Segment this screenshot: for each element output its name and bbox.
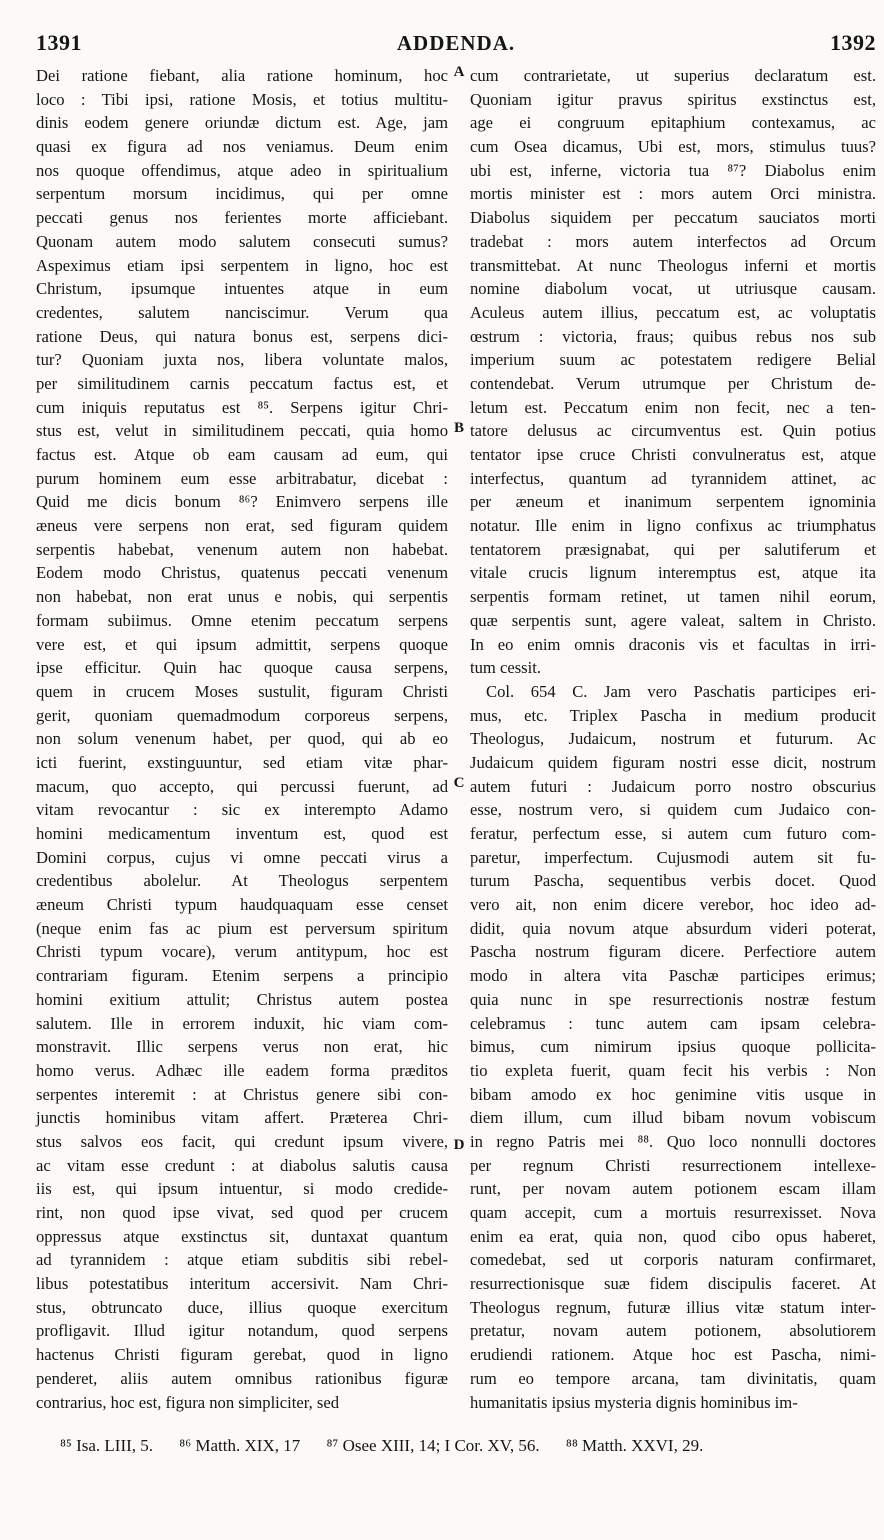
left-column-line: contrariam figuram. Etenim serpens a principio — [36, 966, 448, 986]
right-column-line: mus, etc. Triplex Pascha in medium producit — [470, 705, 876, 725]
left-column-line: quem in crucem Moses sustulit, figuram Christi — [36, 681, 448, 701]
left-column-line: formam subiimus. Omne etenim peccatum serpens — [36, 610, 448, 630]
left-column-line: contrarius, hoc est, figura non simpliciter, sed — [36, 1392, 340, 1412]
left-column-line: Domini corpus, cujus vi omne peccati virus a — [36, 847, 448, 867]
right-column-line: mortis minister est : mors autem Orci ministra. — [470, 184, 876, 204]
right-column-line: per regnum Christi resurrectionem intellexe- — [470, 1155, 876, 1175]
left-column-line: loco : Tibi ipsi, ratione Mosis, et totius multitu- — [36, 89, 448, 109]
right-column-line: quia nunc in spe resurrectionis nostræ festum — [470, 989, 876, 1009]
right-column-line: Theologus regnum, futuræ illius vitæ statum inter- — [470, 1297, 876, 1317]
footnote-87: ⁸⁷ Osee XIII, 14; I Cor. XV, 56. — [326, 1436, 540, 1455]
left-column-line: dinis eodem genere oriundæ dictum est. Age, jam — [36, 113, 448, 133]
right-column-line: notatur. Ille enim in ligno confixus ac triumphatus — [470, 516, 876, 536]
left-column-line: vitam revocantur : sic ex interempto Adamo — [36, 800, 448, 820]
right-column-line: In eo enim omnis draconis vis et facultas in irri- — [470, 634, 876, 654]
right-column-line: resurrectionisque suæ fidem discipulis faceret. At — [470, 1274, 876, 1294]
right-column-line: bibam amodo ex hoc genimine vitis usque in — [470, 1084, 876, 1104]
left-column-line: vere est, et qui ipsum admittit, serpens quoque — [36, 634, 448, 654]
left-column-line: iis est, qui ipsum intuentur, si modo credide- — [36, 1179, 448, 1199]
right-column-line: ubi est, inferne, victoria tua ⁸⁷? Diabolus enim — [470, 160, 876, 180]
left-column-line: per similitudinem carnis peccatum factus est, et — [36, 373, 448, 393]
footnote-88: ⁸⁸ Matth. XXVI, 29. — [565, 1436, 704, 1455]
left-column-line: credentibus abolelur. At Theologus serpentem — [36, 871, 448, 891]
right-column-line: Quoniam igitur pravus spiritus exstinctus est, — [470, 89, 876, 109]
left-column-line: cum iniquis reputatus est ⁸⁵. Serpens igitur Chri- — [36, 397, 448, 417]
left-column-line: libus potestatibus interitum accersivit. Nam Chri- — [36, 1274, 448, 1294]
right-column-line: imperium suum ac potestatem redigere Belial — [470, 350, 876, 370]
left-column-line: Aspeximus etiam ipsi serpentem in ligno, hoc est — [36, 255, 448, 275]
right-column-line: tio expleta fuerit, quam fecit his verbis : Non — [470, 1060, 876, 1080]
left-column-line: Eodem modo Christus, quatenus peccati venenum — [36, 563, 448, 583]
right-column-line: vero ait, non enim dicere verebor, hoc ideo ad- — [470, 895, 876, 915]
left-column-line: serpentes interemit : at Christus genere sibi con- — [36, 1084, 448, 1104]
right-column-line: interfectus, quantum ad tyrannidem attinet, ac — [470, 468, 876, 488]
right-column-line: diem illum, cum illud bibam novum vobiscum — [470, 1108, 876, 1128]
right-column-line: cum contrarietate, ut superius declaratum est. — [470, 66, 876, 85]
left-column-line: Quid me dicis bonum ⁸⁶? Enimvero serpens ille — [36, 492, 448, 512]
right-column-line: cum Osea dicamus, Ubi est, mors, stimulus tuus? — [470, 137, 876, 157]
margin-marker-c: C — [453, 775, 465, 791]
left-column-line: Christi typum vocare), verum antitypum, hoc est — [36, 942, 448, 962]
page-number-left: 1391 — [36, 30, 82, 55]
running-title: ADDENDA. — [396, 31, 516, 55]
right-column-line: transmittebat. At nunc Theologus inferni et mortis — [470, 255, 876, 275]
right-column-line: nomine diabolum vocat, ut utriusque causam. — [470, 279, 876, 299]
right-column-line: tentatorem præsignabat, qui per salutiferum et — [470, 539, 876, 559]
right-column-line: esse, nostrum vero, si quidem cum Judaico con- — [470, 800, 876, 820]
left-column-line: non solum venenum habet, per quod, qui ab eo — [36, 729, 448, 749]
left-column-line: æneum Christi typum haudquaquam esse censet — [36, 895, 448, 915]
right-column-line: contendebat. Verum utrumque per Christum de- — [470, 373, 876, 393]
margin-marker-a: A — [453, 64, 465, 80]
right-column-line: rum eo tempore arcana, tam divinitatis, quam — [470, 1368, 876, 1388]
left-column-line: rint, non quod ipse vivat, sed quod per crucem — [36, 1203, 448, 1222]
left-column-line: homini medicamentum inventum est, quod est — [36, 824, 448, 843]
right-column-line: quæ serpentis sunt, agere valeat, saltem in Christo. — [470, 610, 876, 630]
right-column-line: modo in altera vita Paschæ participes erimus; — [470, 966, 876, 986]
right-column-line: paretur, imperfectum. Cujusmodi autem sit fu- — [470, 847, 876, 867]
left-column-line: non habebat, non erat unus e nobis, qui serpentis — [36, 587, 448, 607]
left-column-line: monstravit. Illic serpens verus non erat, hic — [36, 1037, 448, 1057]
left-column-line: tur? Quoniam juxta nos, libera voluntate malos, — [36, 350, 448, 370]
right-column-line: tatore delusus ac circumventus est. Quin potius — [470, 421, 876, 441]
right-column-line: Pascha nostrum figuram dicere. Perfectiore autem — [470, 942, 876, 962]
left-column-line: ipse efficitur. Quin hac quoque causa serpens, — [36, 658, 448, 678]
left-column-line: Christum, ipsumque intuentes atque in eum — [36, 279, 448, 299]
right-column-line: Diabolus siquidem per peccatum sauciatos morti — [470, 208, 876, 228]
right-column-line: in regno Patris mei ⁸⁸. Quo loco nonnulli doctores — [470, 1131, 876, 1151]
right-column-line: tradebat : mors autem interfectos ad Orcum — [470, 231, 876, 251]
right-column — [470, 64, 876, 1414]
right-column-line: erudiendi rationem. Atque hoc est Pascha, nimi- — [470, 1345, 876, 1365]
left-column-line: icti fuerint, exstinguuntur, sed etiam vitæ phar- — [36, 752, 448, 772]
left-column-line: Dei ratione fiebant, alia ratione hominum, hoc — [36, 66, 448, 85]
left-column — [36, 64, 448, 1414]
right-column-line: Judaicum quidem figuram nostri esse dicit, nostrum — [470, 752, 876, 772]
right-column-line: didit, quia novum atque absurdum videri poterat, — [470, 918, 876, 938]
left-column-line: oppressus atque exstinctus sit, duntaxat quantum — [36, 1226, 448, 1246]
left-column-line: ratione Deus, qui natura bonus est, serpens dici- — [36, 326, 448, 346]
left-column-line: factus est. Atque ob eam causam ad eum, qui — [36, 445, 448, 464]
left-column-line: stus est, velut in similitudinem peccati, quia homo — [36, 421, 448, 441]
left-column-line: macum, quo accepto, qui percussi fuerunt, ad — [36, 776, 448, 796]
right-column-line: quam accepit, cum a mortuis resurrexisset. Nova — [470, 1203, 876, 1222]
left-column-line: (neque enim fas ac pium est perversum spiritum — [36, 918, 448, 938]
left-column-line: hactenus Christi figuram gerebat, quod in ligno — [36, 1345, 448, 1365]
left-column-line: Quonam autem modo salutem consecuti sumus? — [36, 231, 448, 251]
right-column-line: celebramus : tunc autem cam ipsam celebra- — [470, 1013, 876, 1033]
left-column-line: penderet, aliis autem omnibus rationibus figuræ — [36, 1368, 448, 1388]
left-column-line: serpentis habebat, venenum autem non habebat. — [36, 539, 448, 559]
left-column-line: serpentum morsum incidimus, qui per omne — [36, 184, 448, 204]
right-column-line: œstrum : victoria, fraus; quibus rebus nos sub — [470, 326, 876, 346]
running-header — [36, 30, 876, 62]
left-column-line: junctis hominibus vitam affert. Præterea Chri- — [36, 1108, 448, 1128]
right-column-line: enim ea erat, quia non, quod cibo opus haberet, — [470, 1226, 876, 1246]
page-number-right: 1392 — [830, 30, 876, 55]
left-column-line: salutem. Ille in errorem induxit, hic viam com- — [36, 1013, 448, 1033]
left-column-line: credentes, salutem nanciscimur. Verum qua — [36, 302, 448, 322]
right-column-line: serpentis formam retinet, ut tamen nihil eorum, — [470, 587, 876, 607]
right-column-line: Theologus, Judaicum, nostrum et futurum. Ac — [470, 729, 876, 749]
right-column-line: pretatur, novam autem potionem, absolutiorem — [470, 1321, 876, 1341]
left-column-line: peccati genus nos ferientes morte afficiebant. — [36, 208, 448, 228]
margin-marker-b: B — [453, 420, 464, 436]
right-column-line: tum cessit. — [470, 658, 541, 678]
right-column-line: vitale crucis lignum interemptus est, atque ita — [470, 563, 876, 583]
right-column-line: comedebat, sed ut corporis naturam confirmaret, — [470, 1250, 876, 1270]
footnotes — [60, 1436, 880, 1456]
left-column-line: homini exitium attulit; Christus autem postea — [36, 989, 448, 1009]
left-column-line: ac vitam esse credunt : at diabolus salutis causa — [36, 1155, 448, 1175]
right-column-line: letum est. Peccatum enim non fecit, nec a ten- — [470, 397, 876, 417]
left-column-line: profligavit. Illud igitur notandum, quod serpens — [36, 1321, 448, 1341]
left-column-line: stus, obtruncato duce, illius quoque exercitum — [36, 1297, 448, 1317]
right-column-line: Col. 654 C. Jam vero Paschatis participes eri- — [486, 681, 876, 701]
right-column-line: bimus, cum nimirum ipsius quoque pollicita- — [470, 1037, 876, 1057]
left-column-line: æneus vere serpens non erat, sed figuram quidem — [36, 516, 448, 536]
left-column-line: ad tyrannidem : atque etiam subditis sibi rebel- — [36, 1250, 448, 1270]
right-column-line: feratur, perfectum esse, si autem cum futuro com- — [470, 824, 876, 843]
left-column-line: purum hominem eum esse arbitrabatur, dicebat : — [36, 468, 448, 488]
right-column-line: age ei congruum epitaphium contexamus, ac — [470, 113, 876, 133]
right-column-line: Aculeus autem illius, peccatum est, ac voluptatis — [470, 302, 876, 322]
right-column-line: turum Pascha, sequentibus verbis docet. Quod — [470, 871, 876, 891]
margin-marker-d: D — [453, 1137, 465, 1153]
right-column-line: humanitatis ipsius mysteria dignis hominibus im- — [470, 1392, 798, 1412]
left-column-line: nos quoque offendimus, atque adeo in spiritualium — [36, 160, 448, 180]
right-column-line: runt, per novam autem potionem escam illam — [470, 1179, 876, 1199]
footnote-85: ⁸⁵ Isa. LIII, 5. — [60, 1436, 154, 1455]
left-column-line: quasi ex figura ad nos veniamus. Deum enim — [36, 137, 448, 157]
right-column-line: autem futuri : Judaicum porro nostro obscurius — [470, 776, 876, 796]
footnote-86: ⁸⁶ Matth. XIX, 17 — [179, 1436, 301, 1455]
left-column-line: gerit, quoniam quemadmodum corporeus serpens, — [36, 705, 448, 725]
right-column-line: per æneum et inanimum serpentem ignominia — [470, 492, 876, 512]
left-column-line: homo verus. Adhæc ille eadem forma præditos — [36, 1060, 448, 1080]
right-column-line: tentator ipse cruce Christi convulneratus est, atque — [470, 445, 876, 464]
left-column-line: stus salvos eos facit, qui credunt ipsum vivere, — [36, 1131, 448, 1151]
